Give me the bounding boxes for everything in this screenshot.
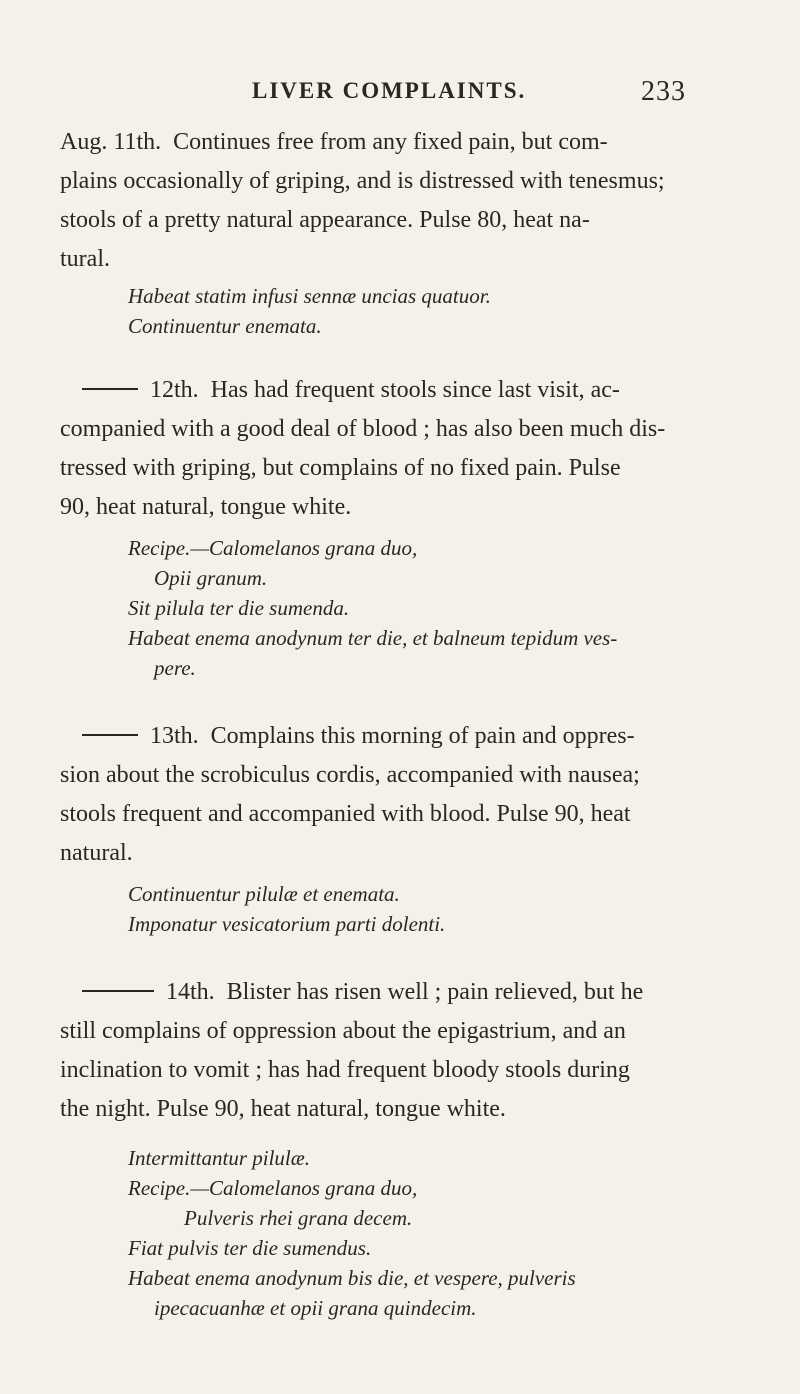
prescription-line: ipecacuanhæ et opii grana quindecim. <box>154 1296 477 1320</box>
ditto-dash <box>82 388 138 390</box>
prescription <box>60 533 732 683</box>
entry-text-line: the night. Pulse 90, heat natural, tongue white. <box>60 1096 506 1122</box>
entry-text-line: tressed with griping, but complains of no fixed pain. Pulse <box>60 455 621 481</box>
prescription-line: Continuentur pilulæ et enemata. <box>128 882 400 906</box>
entry-12th <box>60 371 732 527</box>
entry-text-line: Blister has risen well ; pain relieved, but he <box>226 979 644 1005</box>
page-header <box>0 78 800 118</box>
entry-text-line: natural. <box>60 840 133 866</box>
prescription-line: Opii granum. <box>154 566 268 590</box>
entry-date: Aug. 11th. <box>60 129 162 155</box>
prescription-line: Recipe.—Calomelanos grana duo, <box>128 1176 418 1200</box>
entry-text-line: Has had frequent stools since last visit, ac- <box>210 377 620 403</box>
entry-text-line: 90, heat natural, tongue white. <box>60 494 352 520</box>
prescription-line: Pulveris rhei grana decem. <box>184 1206 413 1230</box>
prescription-line: Intermittantur pilulæ. <box>128 1146 311 1170</box>
prescription-line: Habeat enema anodynum bis die, et vespere, pulveris <box>128 1266 576 1290</box>
entry-date: 13th. <box>150 723 199 749</box>
entry-text-line: plains occasionally of griping, and is distressed with tenesmus; <box>60 168 665 194</box>
ditto-dash <box>82 734 138 736</box>
entry-date: 12th. <box>150 377 199 403</box>
entry-text-line: stools frequent and accompanied with blood. Pulse 90, heat <box>60 801 631 827</box>
entry-date: 14th. <box>166 979 215 1005</box>
prescription <box>60 1143 732 1323</box>
prescription-line: Fiat pulvis ter die sumendus. <box>128 1236 372 1260</box>
entry-text-line: companied with a good deal of blood ; has also been much dis- <box>60 416 666 442</box>
prescription-line: Habeat enema anodynum ter die, et balneum tepidum ves- <box>128 626 618 650</box>
entry-13th <box>60 717 732 873</box>
entry-text-line: stools of a pretty natural appearance. Pulse 80, heat na- <box>60 207 590 233</box>
entry-text-line: inclination to vomit ; has had frequent bloody stools during <box>60 1057 630 1083</box>
prescription <box>60 879 732 939</box>
entry-text-line: still complains of oppression about the epigastrium, and an <box>60 1018 626 1044</box>
page-number: 233 <box>641 76 686 107</box>
prescription-line: Habeat statim infusi sennæ uncias quatuor. <box>128 284 491 308</box>
prescription-line: Continuentur enemata. <box>128 314 322 338</box>
entry-text-line: Complains this morning of pain and oppres- <box>210 723 635 749</box>
ditto-dash <box>82 990 154 992</box>
prescription-line: pere. <box>154 656 196 680</box>
page-body <box>60 115 732 1323</box>
entry-text-line: Continues free from any fixed pain, but com- <box>173 129 608 155</box>
prescription-line: Sit pilula ter die sumenda. <box>128 596 350 620</box>
entry-text-line: sion about the scrobiculus cordis, accompanied with nausea; <box>60 762 640 788</box>
entry-text-line: tural. <box>60 246 110 272</box>
entry-14th <box>60 973 732 1129</box>
running-head: LIVER COMPLAINTS. <box>252 78 527 103</box>
prescription-line: Imponatur vesicatorium parti dolenti. <box>128 912 446 936</box>
entry-aug-11 <box>60 123 732 279</box>
prescription <box>60 281 732 341</box>
prescription-line: Recipe.—Calomelanos grana duo, <box>128 536 418 560</box>
